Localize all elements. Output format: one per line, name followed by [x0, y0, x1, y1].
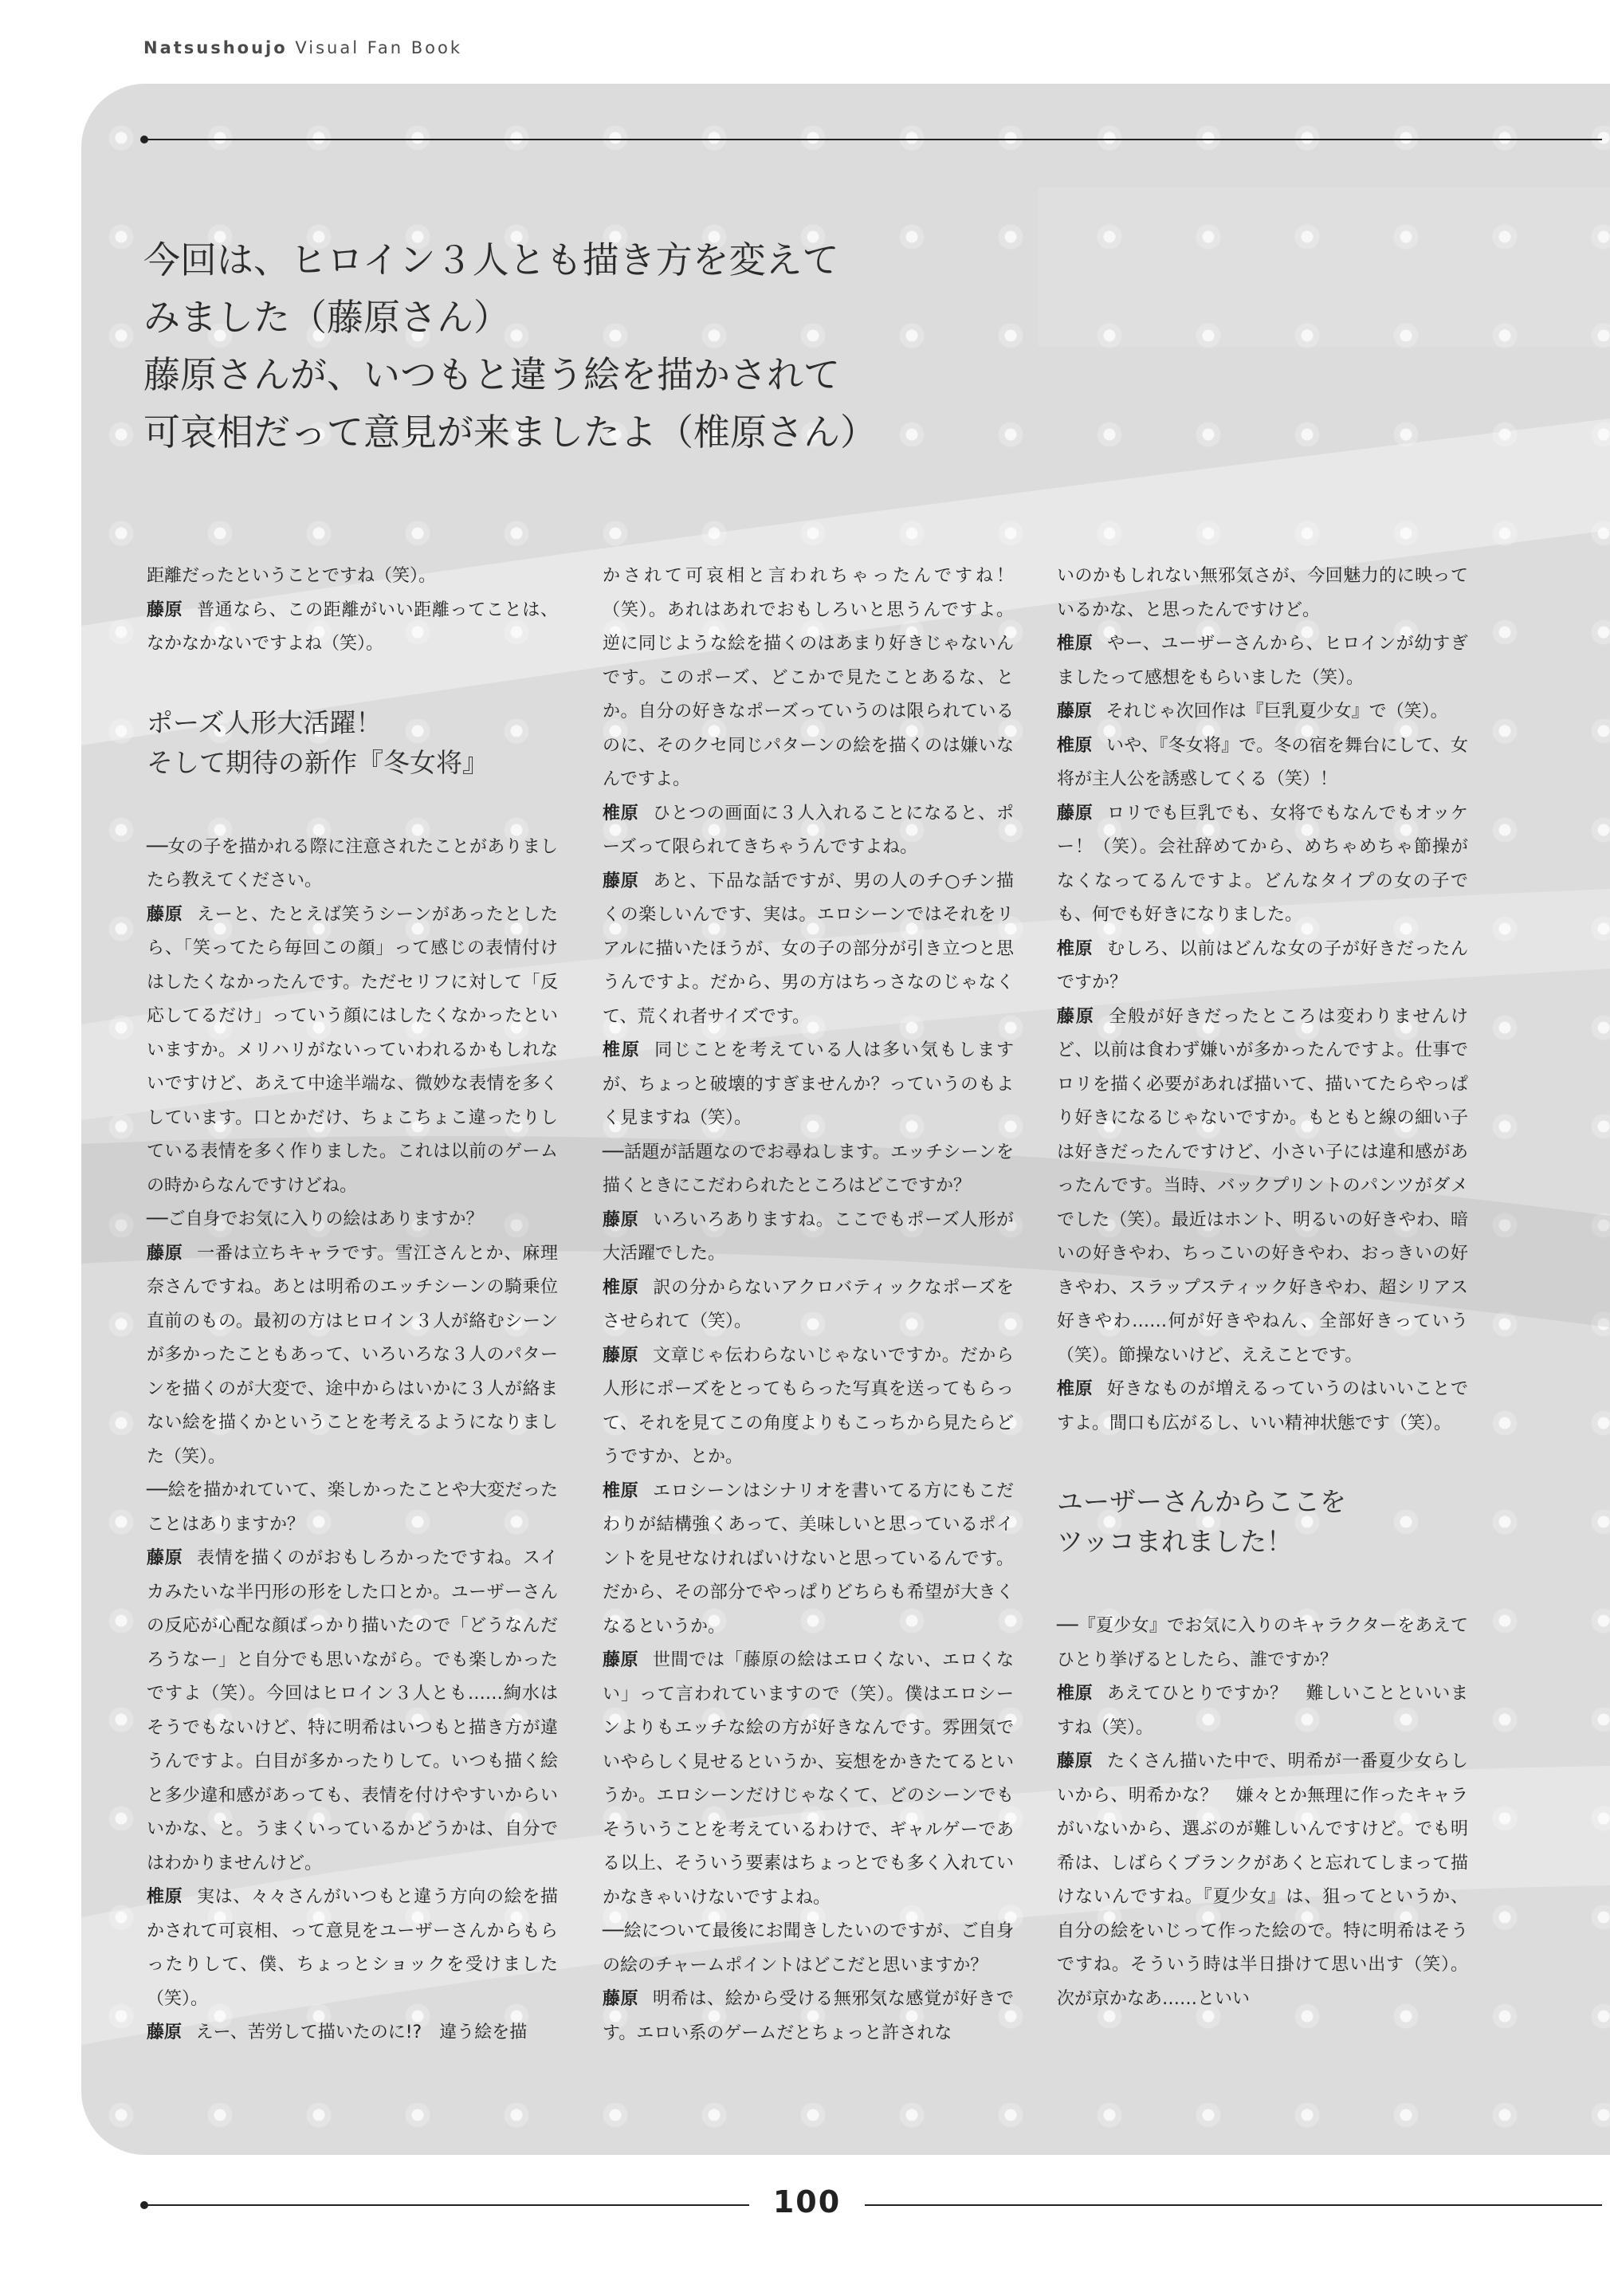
speaker-name: 藤原 — [147, 904, 183, 925]
headline-line: みました（藤原さん） — [143, 296, 510, 339]
speaker-name: 椎原 — [147, 1887, 183, 1907]
paragraph: 藤原 一番は立ちキャラです。雪江さんとか、麻理奈さんですね。あとは明希のエッチシーンの騎乗位直前のもの。最初の方はヒロイン３人が絡むシーンが多かったこともあって、いろいろな３人のパターンを描くのが大変で、途中からはいかに３人が絡まない絵を描くかということを考えるようになりました（笑）。 — [147, 1243, 558, 1467]
paragraph: 藤原 普通なら、この距離がいい距離ってことは、なかなかないですよね（笑）。 — [147, 600, 558, 654]
series-title-rest: Visual Fan Book — [295, 38, 463, 57]
paragraph: 椎原 ひとつの画面に３人入れることになると、ポーズって限られてきちゃうんですよね。 — [603, 803, 1014, 857]
series-title-bold: Natsushoujo — [143, 38, 288, 57]
section-heading: ポーズ人形大活躍！ そして期待の新作『冬女将』 — [147, 706, 489, 778]
headline-line: 藤原さんが、いつもと違う絵を描かされて — [143, 353, 840, 396]
paragraph: 距離だったということですね（笑）。 — [147, 566, 437, 586]
text-column-3 — [1057, 560, 1468, 2016]
headline-line: 可哀相だって意見が来ましたよ（椎原さん） — [143, 411, 877, 454]
paragraph: 藤原 全般が好きだったところは変わりませんけど、以前は食わず嫌いが多かったんですよ。仕事でロリを描く必要があれば描いて、描いてたらやっぱり好きになるじゃないですか。もともと線の細い子は好きだったんですけど、小さい子には違和感があったんです。当時、バックプリントのパンツがダメでした（笑）。最近はホント、明るいの好きやわ、暗いの好きやわ、ちっこいの好きやわ、おっきいの好きやわ、スラップスティック好きやわ、超シリアス好きやわ……何が好きやねん、全部好きっていう（笑）。節操ないけど、ええことです。 — [1057, 1006, 1468, 1366]
speaker-name: 椎原 — [1057, 938, 1094, 959]
interviewer-question: ──『夏少女』でお気に入りのキャラクターをあえてひとり挙げるとしたら、誰ですか？ — [1057, 1616, 1468, 1670]
interviewer-question: ──話題が話題なのでお尋ねします。エッチシーンを描くときにこだわられたところはどこですか？ — [603, 1142, 1014, 1196]
paragraph: 椎原 あえてひとりですか？ 難しいことといいますね（笑）。 — [1057, 1684, 1468, 1738]
speaker-name: 藤原 — [147, 2023, 183, 2042]
speaker-name: 椎原 — [1057, 735, 1093, 756]
speaker-name: 藤原 — [603, 1345, 639, 1366]
footer-rule-dot — [140, 2201, 148, 2209]
paragraph: いのかもしれない無邪気さが、今回魅力的に映っているかな、と思ったんですけど。 — [1057, 566, 1468, 620]
paragraph: 椎原 訳の分からないアクロバティックなポーズをさせられて（笑）。 — [603, 1277, 1014, 1331]
paragraph: 藤原 えー、苦労して描いたのに!? 違う絵を描 — [147, 2023, 528, 2042]
speaker-name: 椎原 — [1057, 634, 1094, 654]
speaker-name: 椎原 — [603, 1277, 639, 1298]
paragraph: 藤原 えーと、たとえば笑うシーンがあったとしたら、「笑ってたら毎回この顔」って感じの表情付けはしたくなかったんです。ただセリフに対して「反応してるだけ」っていう顔にはしたくなかったといいますか。メリハリがないっていわれるかもしれないですけど、あえて中途半端な、微妙な表情を多くしています。口とかだけ、ちょこちょこ違ったりしている表情を多く作りました。これは以前のゲームの時からなんですけどね。 — [147, 904, 558, 1196]
speaker-name: 椎原 — [1057, 1684, 1094, 1704]
speaker-name: 藤原 — [603, 871, 639, 891]
paragraph: 椎原 やー、ユーザーさんから、ヒロインが幼すぎましたって感想をもらいました（笑）。 — [1057, 634, 1468, 688]
interviewer-question: ──女の子を描かれる際に注意されたことがありましたら教えてください。 — [147, 836, 558, 890]
paragraph: 椎原 エロシーンはシナリオを書いてる方にもこだわりが結構強くあって、美味しいと思っているポイントを見せなければいけないと思っているんです。だから、その部分でやっぱりどちらも希望が大きくなるというか。 — [603, 1480, 1014, 1637]
interviewer-question: ──ご自身でお気に入りの絵はありますか？ — [147, 1209, 484, 1229]
text-column-1 — [147, 560, 558, 2050]
speaker-name: 藤原 — [603, 1209, 639, 1230]
footer-rule-left — [143, 2204, 749, 2206]
interviewer-question: ──絵を描かれていて、楽しかったことや大変だったことはありますか？ — [147, 1480, 558, 1535]
header-rule — [143, 139, 1602, 140]
book-series-title — [143, 38, 462, 57]
speaker-name: 藤原 — [1057, 702, 1093, 721]
paragraph: 藤原 表情を描くのがおもしろかったですね。スイカみたいな半円形の形をした口とか。ユーザーさんの反応が心配な顔ばっかり描いたので「どうなんだろうなー」と自分でも思いながら。でも楽しかったですよ（笑）。今回はヒロイン３人とも……絢水はそうでもないけど、特に明希はいつもと描き方が違うんですよ。白目が多かったりして。いつも描く絵と多少違和感があっても、表情を付けやすいからいいかな、と。うまくいっているかどうかは、自分ではわかりませんけど。 — [147, 1548, 558, 1873]
paragraph: 椎原 同じことを考えている人は多い気もしますが、ちょっと破壊的すぎませんか？っていうのもよく見ますね（笑）。 — [603, 1040, 1014, 1128]
speaker-name: 藤原 — [147, 600, 183, 620]
paragraph: 椎原 いや、『冬女将』で。冬の宿を舞台にして、女将が主人公を誘惑してくる（笑）！ — [1057, 735, 1468, 789]
speaker-name: 藤原 — [147, 1548, 183, 1568]
paragraph: 藤原 文章じゃ伝わらないじゃないですか。だから人形にポーズをとってもらった写真を送ってもらって、それを見てこの角度よりもこっちから見たらどうですか、とか。 — [603, 1345, 1014, 1467]
speaker-name: 藤原 — [1057, 1006, 1095, 1027]
paragraph: 椎原 好きなものが増えるっていうのはいいことですよ。間口も広がるし、いい精神状態です（笑）。 — [1057, 1379, 1468, 1433]
paragraph: 藤原 世間では「藤原の絵はエロくない、エロくない」って言われていますので（笑）。僕はエロシーンよりもエッチな絵の方が好きなんです。雰囲気でいやらしく見せるというか、妄想をかきたてるというか。エロシーンだけじゃなくて、どのシーンでもそういうことを考えているわけで、ギャルゲーである以上、そういう要素はちょっとでも多く入れていかなきゃいけないですよね。 — [603, 1650, 1014, 1908]
speaker-name: 藤原 — [1057, 1751, 1094, 1771]
speaker-name: 藤原 — [1057, 803, 1094, 824]
paragraph: 椎原 実は、々々さんがいつもと違う方向の絵を描かされて可哀相、って意見をユーザーさんからもらったりして、僕、ちょっとショックを受けました（笑）。 — [147, 1887, 558, 2009]
paragraph: 藤原 明希は、絵から受ける無邪気な感覚が好きです。エロい系のゲームだとちょっと許されな — [603, 1989, 1014, 2043]
speaker-name: 椎原 — [603, 1040, 641, 1060]
footer-rule-right — [865, 2204, 1602, 2206]
speaker-name: 藤原 — [603, 1650, 639, 1670]
paragraph: 椎原 むしろ、以前はどんな女の子が好きだったんですか？ — [1057, 938, 1468, 993]
paragraph: 藤原 たくさん描いた中で、明希が一番夏少女らしいから、明希かな？ 嫌々とか無理に作ったキャラがいないから、選ぶのが難しいんですけど。でも明希は、しばらくブランクがあくと忘れてしまって描けないんですね。『夏少女』は、狙ってというか、自分の絵をいじって作った絵ので。特に明希はそうですね。そういう時は半日掛けて思い出す（笑）。次が京かなあ……といい — [1057, 1751, 1468, 2009]
text-column-2 — [603, 560, 1014, 2050]
paragraph: 藤原 ロリでも巨乳でも、女将でもなんでもオッケー！（笑）。会社辞めてから、めちゃめちゃ節操がなくなってるんですよ。どんなタイプの女の子でも、何でも好きになりました。 — [1057, 803, 1468, 925]
page-number: 100 — [772, 2184, 842, 2219]
speaker-name: 椎原 — [603, 1480, 639, 1501]
speaker-name: 椎原 — [603, 803, 639, 824]
speaker-name: 椎原 — [1057, 1379, 1094, 1399]
article-headline — [143, 231, 1020, 461]
paragraph: 藤原 いろいろありますね。ここでもポーズ人形が大活躍でした。 — [603, 1209, 1014, 1264]
interviewer-question: ──絵について最後にお聞きしたいのですが、ご自身の絵のチャームポイントはどこだと思いますか？ — [603, 1921, 1014, 1976]
headline-line: 今回は、ヒロイン３人とも描き方を変えて — [143, 238, 839, 281]
paragraph: 藤原 それじゃ次回作は『巨乳夏少女』で（笑）。 — [1057, 702, 1448, 721]
paragraph: かされて可哀相と言われちゃったんですね！（笑）。あれはあれでおもしろいと思うんですよ。逆に同じような絵を描くのはあまり好きじゃないんです。このポーズ、どこかで見たことあるな、とか。自分の好きなポーズっていうのは限られているのに、そのクセ同じパターンの絵を描くのは嫌いなんですよ。 — [603, 566, 1014, 789]
paragraph: 藤原 あと、下品な話ですが、男の人のチ○チン描くの楽しいんです、実は。エロシーンではそれをリアルに描いたほうが、女の子の部分が引き立つと思うんですよ。だから、男の方はちっさなのじゃなくて、荒くれ者サイズです。 — [603, 871, 1014, 1027]
header-rule-dot — [140, 136, 148, 144]
section-heading: ユーザーさんからここを ツッコまれました！ — [1057, 1486, 1346, 1557]
speaker-name: 藤原 — [147, 1243, 183, 1264]
speaker-name: 藤原 — [603, 1989, 639, 2009]
